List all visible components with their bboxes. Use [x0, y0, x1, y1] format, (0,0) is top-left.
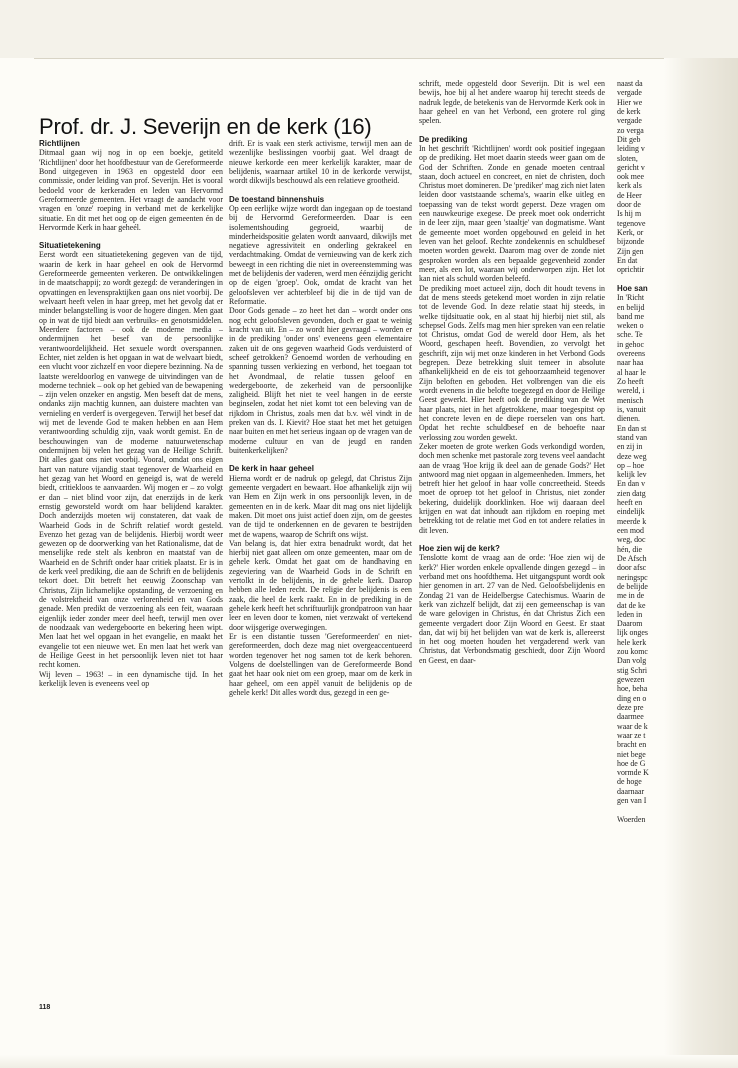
cropped-line: ding en o — [617, 693, 647, 703]
cropped-line: De Afsch — [617, 553, 647, 563]
cropped-line: bijzonde — [617, 237, 645, 247]
paragraph: Wij leven – 1963! – in een dynamische tijd. In het kerkelijk leven is eveneens veel op — [39, 669, 223, 688]
cropped-line: daarnaar — [617, 786, 645, 796]
cropped-line: In 'Richt — [617, 293, 645, 303]
cropped-line: vergade — [617, 88, 642, 98]
paragraph: Tenslotte komt de vraag aan de orde: 'Hoe zien wij de kerk?' Hier worden enkele opvallende dingen gezegd – in verband met ons hoofdthema. Het uitgangspunt wordt ook hier genomen in art. 27 van de Ned. Geloofsbelijdenis en Zondag 21 van de Heidelbergse Catechismus. Waarin de kerk van zichzelf belijdt, dat zij een gemeenschap is van de ware gelovigen in Christus, én dat Christus Zich een gemeente vergadert door Zijn Woord en Geest. Er staat dan, dat wij bij het belijden van wat de kerk is, allereerst in het oog moeten houden het vergaderend werk van Christus, dat Verbondsmatig geschiedt, door Zijn Woord en Geest, en daar- — [419, 553, 605, 665]
paragraph: Hierna wordt er de nadruk op gelegd, dat Christus Zijn gemeente vergadert en bewaart. Hoe afhankelijk zijn wij van Hem en Zijn werk in ons persoonlijk leven, in de gemeenten en in de kerk. Maar dit mag ons niet lijdelijk maken. Dit moet ons juist actief doen zijn, om de geestes van de tijd te onderkennen en de gevaren te bestrijden met de wapens, waarop de Schrift ons wijst. — [229, 473, 412, 539]
cropped-line: waar ze t — [617, 730, 646, 740]
cropped-line: vormde K — [617, 768, 649, 778]
cropped-line: sche. Te — [617, 330, 643, 340]
cropped-line: oprichtir — [617, 265, 645, 275]
cropped-line: bracht en — [617, 740, 647, 750]
cropped-line: hele kerk — [617, 637, 647, 647]
paragraph: schrift, mede opgesteld door Severijn. Dit is wel een bewijs, hoe bij al het andere waarop hij terecht steeds de nadruk legde, de betekenis van de Hervormde Kerk ook in haar geheel en van het Verbond, een grotere rol ging spelen. — [419, 79, 605, 126]
cropped-line: meerde k — [617, 516, 647, 526]
paragraph: Eerst wordt een situatietekening gegeven van de tijd, waarin de kerk in haar geheel en ook de Hervormd Gereformeerde gemeenten verkeren. De ontwikkelingen in de maatschappij; zo wordt gezegd: de veranderingen in opvattingen en levenspraktijken gaan ons niet voorbij. De welvaart heeft velen in haar greep, met het gevolg dat er minder belangstelling is voor de hogere dingen. Men gaat op in wat de tijd biedt aan verbruiks- en genotsmiddelen. Meerdere factoren – ook de moderne media – ondermijnen het besef van de persoonlijke verantwoordelijkheid. Het sexuele wordt overspannen. Echter, niet zelden is het opgaan in wat de welvaart biedt, een vlucht voor zichzelf en voor diepere bezinning. Na de laatste wereldoorlog en vanwege de uitvindingen van de moderne techniek – ook op het gebied van de bewapening – zijn velen onzeker en angstig. Men beseft dat de mens, ondanks zijn machtig kunnen, aan duistere machten van vernieling en verderf is overgegeven. Terwijl het besef dat wij met de levende God te maken hebben en aan Hem verantwoording schuldig zijn, vaak wordt gemist. En de beschouwingen van de moderne natuurwetenschap ondermijnen bij velen het gezag van de Heilige Schrift. Dit alles gaat ons niet voorbij. Vooral, omdat ons eigen hart van nature vijandig staat tegenover de Waarheid en het gezag van het Woord en geneigd is, wat de wereld biedt, critiekloos te aanvaarden. Wij mogen er – zo volgt er dan – niet blind voor zijn, dat enerzijds in de kerk ernstig geworsteld wordt om haar belijdend karakter. Doch anderzijds moeten wij constateren, dat vaak de Waarheid Gods in de Schrift relatief wordt gesteld. Evenzo het gezag van de belijdenis. Hierbij wordt weer gewezen op de doorwerking van het Rationalisme, dat de menselijke rede stelt als kenbron en maatstaf van de Waarheid en de Schrift onder haar critiek plaatst. Er is in de kerk veel prediking, die aan de Schrift en de belijdenis tekort doet. Dit betreft het eeuwig Zoonschap van Christus, Zijn lichamelijke opstanding, de verzoening en de volstrektheid van onze verlorenheid en van Gods genade. Men predikt de verzoening als een feit, waaraan eigenlijk ieder zonder meer deel heeft, terwijl men over de noodzaak van wedergeboorte en bekering heen wipt. Men laat het wel opgaan in het evangelie, en maakt het evangelie tot een nieuwe wet. En men laat het werk van de Heilige Geest in het persoonlijk leven niet tot haar recht komen. — [39, 250, 223, 670]
cropped-line: Dan volg — [617, 656, 647, 666]
top-margin-band — [0, 0, 738, 58]
cropped-line: de Heer — [617, 190, 642, 200]
cropped-line: stig Schri — [617, 665, 648, 675]
cropped-line: de kerk — [617, 106, 641, 116]
heading-kerk-in-haar-geheel: De kerk in haar geheel — [229, 464, 314, 474]
cropped-line: ook mee — [617, 172, 644, 182]
cropped-line: door afsc — [617, 563, 647, 573]
heading-hoe-zien-wij-de-kerk: Hoe zien wij de kerk? — [419, 544, 500, 553]
cropped-line: eindelijk — [617, 507, 645, 517]
cropped-line: zien datg — [617, 488, 646, 498]
cropped-line: weken o — [617, 321, 644, 331]
cropped-line: en belijd — [617, 302, 645, 312]
cropped-line — [617, 275, 661, 284]
cropped-line: al haar le — [617, 367, 646, 377]
heading-toestand-binnenshuis: De toestand binnenshuis — [229, 194, 325, 204]
cropped-line: Is hij m — [617, 209, 642, 219]
cropped-line: weg, doc — [617, 535, 646, 545]
cropped-line: stand van — [617, 432, 648, 442]
cropped-line: En dan st — [617, 423, 647, 433]
cropped-line: gen van I — [617, 796, 647, 806]
top-rule — [34, 58, 738, 59]
cropped-line: gewezen — [617, 675, 645, 684]
paragraph: drift. Er is vaak een sterk activisme, terwijl men aan de wezenlijke beslissingen voorbij gaat. Wel draagt de nieuwe kerkorde een meer kerkelijk karakter, maar de belijdenis, waarnaar artikel 10 in de kerkorde verwijst, wordt dikwijls beschouwd als een relatieve grootheid. — [229, 139, 412, 186]
heading-de-prediking: De prediking — [419, 134, 468, 144]
cropped-line: Kerk, or — [617, 228, 644, 237]
cropped-line: En dan v — [617, 479, 646, 489]
cropped-line: kelijk lev — [617, 470, 647, 480]
cropped-line: daarmee — [617, 712, 644, 722]
cropped-line: Hoe san — [617, 283, 648, 293]
column-1 — [39, 139, 223, 1003]
cropped-line: menisch — [617, 395, 644, 405]
paragraph: Van belang is, dat hier extra benadrukt wordt, dat het hierbij niet gaat alleen om onze gemeenten, maar om de gehele kerk. Omdat het gaat om de handhaving en zegeviering van de Waarheid Gods in de Schrift en vertolkt in de belijdenis, in de gehele kerk. Daarop hebben alle leden recht. De religie der belijdenis is een zaak, die heel de kerk raakt. En in de prediking in de gehele kerk heeft het schriftuurlijk grondpatroon van haar leer en leven door te komen, niet verzwakt of vertekend door wijsgerige overwegingen. — [229, 538, 412, 632]
cropped-line: leiding v — [617, 144, 645, 154]
column-3 — [419, 79, 605, 944]
cropped-line: neringspc — [617, 572, 648, 582]
cropped-line: hén, die — [617, 544, 642, 554]
column-4-cropped — [617, 79, 661, 1005]
cropped-line: sloten, — [617, 153, 638, 163]
cropped-line: dat de ke — [617, 600, 646, 610]
cropped-line: de belijde — [617, 581, 648, 591]
paragraph: De prediking moet actueel zijn, doch dit houdt tevens in dat de mens steeds getekend moet worden in zijn relatie tot de levende God. In deze relatie staat hij steeds, in welke tijdsituatie ook, en al staat hij hierbij niet stil, als schepsel Gods. Zelfs mag men hier spreken van een relatie tot Christus, omdat God de wereld door Hem, als het Woord, geschapen heeft. Bovendien, zo vervolgt het geschrift, zijn wij met onze kinderen in het Verbond Gods begrepen. Deze betrekking sluit temeer in absolute afhankelijkheid en de eis tot gehoorzaamheid tegenover Zijn beloften en geboden. Het volbrengen van die eis wordt evenens in die belofte toegezegd en door de Heilige Geest gewerkt. Hier heeft ook de prediking van de Wet haar plaats, niet in het afgetrokkene, maar toegespitst op het concrete leven en de diepe roerselen van ons hart. Opdat het rechte schuldbesef en de behoefte naar verlossing zou worden gewekt. — [419, 283, 605, 442]
article-title: Prof. dr. J. Severijn en de kerk (16) — [39, 114, 372, 139]
cropped-line: Woerden — [617, 814, 646, 824]
cropped-line: Dit geb — [617, 134, 641, 144]
cropped-line: deze pre — [617, 702, 644, 712]
cropped-line: dienen. — [617, 414, 641, 424]
cropped-line: door de — [617, 200, 641, 210]
cropped-line: En dat — [617, 255, 638, 265]
paragraph: Ditmaal gaan wij nog in op een boekje, getiteld 'Richtlijnen' door het hoofdbestuur van de Gereformeerde Bond uitgegeven in 1963 en opgesteld door een commissie, onder leiding van prof. Severijn. Het is vooral bedoeld voor de kerkeraden en leden van Hervormd Gereformeerde gemeenten. Het vraagt de aandacht voor vragen en 'onze' roeping in verband met de kerkelijke situatie. En dit met het oog op de eigen gemeenten én de Hervormde Kerk in haar geheél. — [39, 148, 223, 232]
cropped-line: Hier we — [617, 97, 643, 107]
cropped-line: en zij in — [617, 442, 643, 452]
cropped-line: Zo heeft — [617, 377, 644, 386]
cropped-line: naar haa — [617, 358, 644, 368]
cropped-line: lijk onges — [617, 628, 648, 638]
cropped-line: me in de — [617, 591, 645, 601]
binding-gutter-shadow — [664, 58, 738, 1068]
paragraph: Door Gods genade – zo heet het dan – wordt onder ons nog echt geloofsleven gevonden, doch er gaat te weinig kracht van uit. En – zo wordt hier gevraagd – worden er in de prediking 'onder ons' eveneens geen elementaire zaken uit de ons gegeven waarheid Gods verduisterd of scheef getrokken? Genoemd worden de verhouding en spanning tussen verkiezing en verbond, het toegaan tot het Avondmaal, de relatie tussen geloof en wedergeboorte, de zekerheid van de persoonlijke zaligheid. Blijft het niet te veel hangen in de eerste beginselen, zodat het niet komt tot een beleving van de rijkdom in Christus, zoals men dat b.v. wèl vindt in de preken van ds. I. Kievit? Hoe staat het met het getuigen naar buiten en met het serieus ingaan op de vragen van de moderne cultuur en van de jeugd en randen buitenkerkelijken? — [229, 306, 412, 455]
cropped-line: naast da — [617, 79, 643, 88]
page-number: 118 — [39, 1004, 51, 1011]
paragraph: Op een eerlijke wijze wordt dan ingegaan op de toestand bij de Hervormd Gereformeerden. Daar is een isolementshouding gegroeid, waarbij de minderheidspositie gelaten wordt aanvaard, dikwijls met negatieve agressiviteit en onderling gekrakeel en verdachtmaking. Omdat de vernieuwing van de kerk zich beweegt in een richting die niet in overeenstemming was met de belijdenis der vaderen, werd men éénzijdig gericht op de eigen 'groep'. Ook, omdat de kracht van het geloofsleven ver achterbleef bij die in de tijd van de Reformatie. — [229, 203, 412, 306]
cropped-line: zou komc — [617, 647, 648, 657]
cropped-line: hoe de G — [617, 758, 646, 768]
cropped-line: Zijn gen — [617, 246, 644, 256]
cropped-line: de hoge — [617, 777, 642, 787]
cropped-line: op – hoe — [617, 460, 645, 470]
cropped-line: band me — [617, 311, 644, 321]
cropped-line: gericht v — [617, 162, 645, 172]
cropped-line: in gehoc — [617, 339, 644, 349]
cropped-line: zo verga — [617, 125, 644, 135]
paragraph: Er is een distantie tussen 'Gereformeerden' en niet-gereformeerden, doch deze mag niet overgeaccentueerd worden tegenover het nog samen tot de kerk behoren. Volgens de doelstellingen van de Gereformeerde Bond gaat het haar ook niet om een groep, maar om de kerk in haar geheel, om een appèl vanuit de belijdenis op de gehele kerk! Dit alles wordt dus, gezegd in een ge- — [229, 631, 412, 697]
cropped-line: overeens — [617, 349, 646, 359]
cropped-line: is, vanuit — [617, 404, 646, 414]
cropped-line: een mod — [617, 526, 644, 535]
cropped-line: niet bege — [617, 749, 646, 759]
heading-richtlijnen: Richtlijnen — [39, 139, 80, 148]
cropped-line: tegenove — [617, 218, 646, 228]
paragraph: Zeker moeten de grote werken Gods verkondigd worden, doch men schenke met pastorale zorg tevens veel aandacht aan de vraag 'Hoe krijg ik deel aan de genade Gods?' Het antwoord mag niet opgaan in algemeenheden. Immers, het betreft hier het geloof in haar volle concreetheid. Steeds moet de oproep tot het geloof in Christus, niet zonder bekering, duidelijk doorklinken. Hoe wij daaraan deel krijgen en wat dat inhoudt aan rijkdom en roeping met betrekking tot de relatie met God en tot andere relaties in dit leven. — [419, 441, 605, 535]
heading-situatietekening: Situatietekening — [39, 241, 101, 251]
cropped-line: Daarom — [617, 619, 643, 629]
cropped-line: deze weg — [617, 451, 647, 461]
cropped-line — [617, 805, 661, 814]
cropped-line: hoe, beha — [617, 684, 648, 694]
cropped-line: leden in — [617, 609, 643, 619]
cropped-line: waar de k — [617, 721, 648, 731]
column-2 — [229, 139, 412, 917]
cropped-line: kerk als — [617, 181, 642, 191]
bottom-margin-shadow — [0, 1055, 738, 1068]
cropped-line: heeft en — [617, 498, 643, 508]
cropped-line: wereld, i — [617, 386, 645, 396]
paragraph: In het geschrift 'Richtlijnen' wordt ook positief ingegaan op de prediking. Het moet daarin steeds weer gaan om de God der Schriften. Zonde en genade moeten centraal staan, doch actueel en concreet, en niet de christen, doch Christus moet domineren. De 'prediker' mag zich niet laten leiden door vaststaande schema's, waarin elke uitleg en toepassing van de tekst wordt geperst. Deze vragen om een nauwkeurige exegese. De preek moet ook onderricht in de leer zijn, maar geen 'staaltje' van dogmatisme. Want de gemeente moet worden opgebouwd en geleid in het leven van het geloof. Rechte zondekennis en schuldbesef moeten worden gewekt. Daarom mag over de zonde niet gesproken worden als een bepaalde gegevenheid zonder meer, als een lot, waaraan wij onderworpen zijn. Het lot kan niet als schuld worden beleefd. — [419, 143, 605, 284]
cropped-line: vergade — [617, 116, 642, 126]
